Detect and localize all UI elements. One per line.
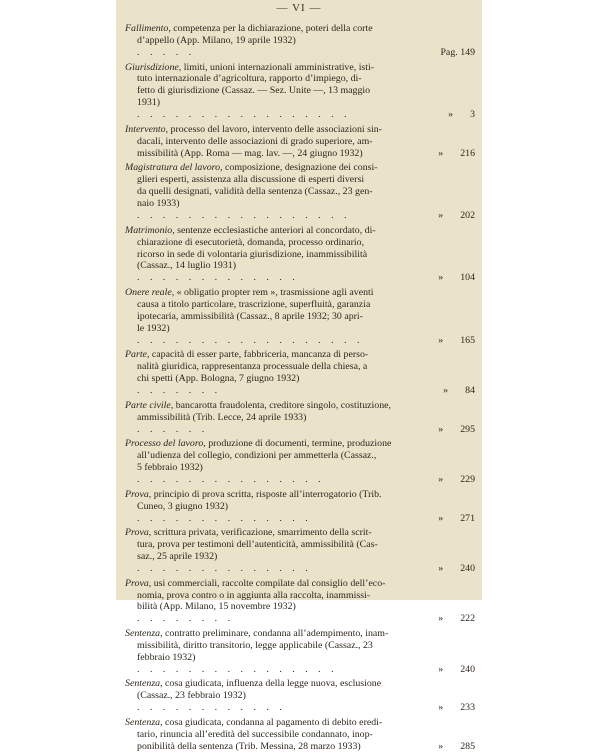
entry-line [125, 311, 433, 323]
entry-subject: Sentenza [125, 628, 161, 640]
entry-line [125, 23, 433, 35]
page-ref-prefix: » [448, 109, 453, 121]
index-entry [125, 527, 475, 575]
page-ref-number: 216 [460, 147, 475, 159]
page-ref-number: 271 [460, 512, 475, 524]
page-ref-number: 202 [460, 209, 475, 221]
page-ref-number: 240 [460, 663, 475, 675]
entry-page-ref [425, 335, 475, 347]
entry-page-ref [425, 385, 475, 397]
entry-text: ipotecaria, ammissibilità (Cassaz., 8 aprile 1932; 30 apri- [137, 310, 363, 322]
page-ref-prefix: » [438, 702, 444, 714]
entry-line [125, 652, 433, 664]
entry-page-ref [425, 424, 475, 436]
page-ref-prefix: » [438, 423, 444, 435]
entry-line [125, 400, 433, 412]
entry-line [125, 299, 433, 311]
entry-line [125, 628, 433, 640]
entry-text: , composizione, designazione dei consi- [220, 162, 378, 174]
entry-line [125, 335, 433, 347]
entry-line [125, 424, 433, 436]
page-ref-prefix: » [438, 272, 444, 284]
entry-text: (Cassaz., 23 febbraio 1932) [137, 690, 246, 702]
entry-text: 5 febbraio 1932) [137, 462, 203, 474]
entry-text: . . . . . . . . . . . . . . . . . [137, 209, 351, 221]
entry-text: . . . . . . . . . . . . . . . . . [137, 109, 351, 121]
entry-text: , contratto preliminare, condanna all’adempimento, inam- [160, 628, 389, 640]
entry-line [125, 489, 433, 501]
entry-subject: Intervento [125, 123, 166, 135]
entry-line [125, 741, 433, 753]
index-entry [125, 23, 475, 59]
entry-line [125, 501, 433, 513]
entry-text: , cosa giudicata, influenza della legge nuova, esclusione [160, 678, 382, 690]
entry-line [125, 124, 433, 136]
entry-text: febbraio 1932) [137, 651, 196, 663]
entry-text: causa a titolo particolare, trascrizione, superfluità, garanzia [137, 298, 371, 310]
entry-text: fetto di giurisdizione (Cassaz. — Sez. Unite —, 13 maggio [137, 85, 371, 97]
entry-page-ref [425, 210, 475, 222]
entry-line [125, 73, 433, 85]
entry-page-ref [425, 741, 475, 753]
entry-text: , scrittura privata, verificazione, smarrimento della scrit- [148, 527, 372, 539]
entry-line [125, 640, 433, 652]
entry-text: . . . . . . . . [137, 613, 235, 625]
entry-line [125, 729, 433, 741]
entry-subject: Parte civile [125, 399, 171, 411]
index-entry [125, 578, 475, 626]
page-ref-prefix: » [438, 474, 444, 485]
entry-text: , produzione di documenti, termine, produzione [203, 438, 392, 450]
entry-line [125, 590, 433, 602]
entry-subject: Giurisdizione [125, 61, 179, 73]
page-ref-prefix: Pag. [440, 46, 458, 58]
entry-page-ref [425, 109, 475, 121]
entry-line [125, 210, 433, 222]
entry-subject: Fallimento [125, 23, 169, 34]
entry-line [125, 62, 433, 74]
entry-text: nomia, prova contro o in aggiunta alla raccolta, inammissi- [137, 589, 371, 601]
entry-line [125, 97, 433, 109]
entry-line [125, 260, 433, 272]
entry-text: chiarazione di esecutorietà, domanda, processo ordinario, [137, 236, 365, 248]
entry-text: , limiti, unioni internazionali amministrative, isti- [178, 61, 375, 73]
entry-line [125, 462, 433, 474]
entry-page-ref [425, 272, 475, 284]
entry-line [125, 249, 433, 261]
entry-line [125, 450, 433, 462]
entry-text: dacali, intervento delle associazioni di grado superiore, am- [137, 135, 373, 147]
page-ref-number: 84 [465, 385, 475, 397]
index-entry [125, 438, 475, 486]
page-ref-prefix: » [438, 613, 444, 625]
entry-text: tura, prova per testimoni dell’autenticità, ammissibilità (Cas- [137, 539, 378, 551]
page-ref-number: 233 [460, 702, 475, 714]
entry-line [125, 601, 433, 613]
index-entry [125, 162, 475, 222]
entry-line [125, 613, 433, 625]
page-number-header: — VI — [276, 2, 322, 14]
index-entries [125, 23, 475, 756]
entry-text: all’udienza del collegio, condizioni per ammetterla (Cassaz., [137, 450, 377, 462]
index-entry [125, 678, 475, 714]
entry-subject: Processo del lavoro [125, 438, 204, 450]
entry-subject: Prova [125, 488, 149, 500]
entry-text: . . . . . . . . . . . . . . [137, 562, 312, 574]
entry-text: . . . . . . . . . . . . . . . [137, 474, 325, 485]
entry-line [125, 237, 433, 249]
book-page [116, 0, 482, 752]
entry-subject: Parte [125, 349, 147, 361]
page-ref-prefix: » [443, 385, 449, 397]
entry-text: 1931) [137, 97, 161, 109]
entry-text: saz., 25 aprile 1932) [137, 551, 218, 563]
entry-line [125, 287, 433, 299]
index-entry [125, 349, 475, 397]
entry-text: le 1932) [137, 322, 170, 334]
page-ref-number: 165 [460, 334, 475, 346]
entry-page-ref [425, 563, 475, 575]
entry-text: bilità (App. Milano, 15 novembre 1932) [137, 601, 296, 613]
entry-text: tuto internazionale d’agricoltura, rapporto d’impiego, di- [137, 73, 362, 85]
entry-line [125, 373, 433, 385]
entry-line [125, 174, 433, 186]
entry-text: , competenza per la dichiarazione, poteri della corte [168, 23, 373, 34]
page-ref-number: 149 [460, 46, 475, 58]
entry-text: . . . . . . . . . . . . . . . . [137, 663, 338, 675]
entry-text: Cuneo, 3 giugno 1932) [137, 500, 229, 512]
entry-line [125, 198, 433, 210]
entry-subject: Sentenza [125, 678, 161, 690]
entry-subject: Sentenza [125, 717, 161, 728]
entry-line [125, 109, 433, 121]
page-ref-prefix: » [438, 663, 444, 675]
entry-line [125, 690, 433, 702]
page-ref-number: 285 [460, 740, 475, 752]
index-entry [125, 62, 475, 122]
entry-subject: Onere reale [125, 287, 172, 299]
entry-line [125, 412, 433, 424]
index-entry [125, 225, 475, 285]
entry-text: , usi commerciali, raccolte compilate dal consiglio dell’eco- [148, 577, 386, 589]
entry-text: , bancarotta fraudolenta, creditore singolo, costituzione, [170, 399, 391, 411]
entry-text: ponibilità della sentenza (Trib. Messina, 28 marzo 1933) [137, 740, 361, 752]
entry-subject: Prova [125, 577, 149, 589]
entry-line [125, 527, 433, 539]
entry-page-ref [425, 664, 475, 676]
entry-text: tario, rinuncia all’eredità del successibile condannato, inop- [137, 728, 373, 740]
entry-text: . . . . . . . . . . . . . [137, 272, 299, 284]
page-ref-number: 240 [460, 562, 475, 574]
entry-line [125, 47, 433, 59]
entry-page-ref [425, 613, 475, 625]
index-entry [125, 400, 475, 436]
entry-line [125, 563, 433, 575]
entry-text: (Cassaz., 14 luglio 1931) [137, 260, 237, 272]
entry-line [125, 474, 433, 486]
entry-text: . . . . . . . [137, 385, 222, 397]
entry-text: . . . . . . . . . . . . [137, 702, 286, 714]
page-ref-number: 222 [460, 613, 475, 625]
page-ref-prefix: » [438, 209, 444, 221]
entry-line [125, 551, 433, 563]
entry-line [125, 162, 433, 174]
entry-text: . . . . . . . . . . . . . . . . . . [137, 334, 364, 346]
entry-text: , capacità di esser parte, fabbriceria, mancanza di perso- [146, 349, 369, 361]
page-ref-prefix: » [438, 147, 444, 159]
page-ref-prefix: » [438, 740, 444, 752]
entry-text: nalità giuridica, rappresentanza processuale della chiesa, a [137, 361, 368, 373]
entry-text: , cosa giudicata, condanna al pagamento di debito eredi- [160, 717, 383, 728]
entry-page-ref [425, 702, 475, 714]
entry-line [125, 136, 433, 148]
page-ref-number: 229 [460, 474, 475, 485]
entry-line [125, 349, 433, 361]
entry-text: , sentenze ecclesiastiche anteriori al concordato, di- [172, 224, 376, 236]
entry-text: , principio di prova scritta, risposte all’interrogatorio (Trib. [148, 488, 382, 500]
entry-subject: Matrimonio [125, 224, 173, 236]
entry-text: ammissibilità (Trib. Lecce, 24 aprile 1933) [137, 411, 307, 423]
entry-text: . . . . . [137, 46, 196, 58]
index-entry [125, 489, 475, 525]
page-ref-number: 104 [460, 272, 475, 284]
entry-line [125, 148, 433, 160]
entry-text: . . . . . . . . . . . . . . [137, 512, 312, 524]
entry-text: missibilità, diritto transitorio, legge applicabile (Cassaz., 23 [137, 639, 373, 651]
entry-line [125, 272, 433, 284]
entry-subject: Prova [125, 527, 149, 539]
entry-line [125, 578, 433, 590]
entry-line [125, 664, 433, 676]
entry-text: da quelli designati, validità della sentenza (Cassaz., 23 gen- [137, 186, 373, 198]
page-ref-number: 3 [470, 109, 475, 121]
entry-text: , processo del lavoro, intervento delle associazioni sin- [165, 123, 382, 135]
entry-text: , « obligatio propter rem », trasmissione agli aventi [171, 287, 374, 299]
entry-line [125, 186, 433, 198]
index-entry [125, 717, 475, 753]
page-ref-number: 295 [460, 423, 475, 435]
index-entry [125, 124, 475, 160]
entry-text: d’appello (App. Milano, 19 aprile 1932) [137, 34, 296, 46]
entry-line [125, 513, 433, 525]
entry-line [125, 539, 433, 551]
entry-subject: Magistratura del lavoro [125, 162, 221, 174]
entry-page-ref [425, 474, 475, 486]
entry-page-ref [425, 148, 475, 160]
entry-page-ref [425, 47, 475, 59]
entry-text: missibilità (App. Roma — mag. lav. —, 24 giugno 1932) [137, 147, 363, 159]
entry-line [125, 225, 433, 237]
entry-page-ref [425, 513, 475, 525]
entry-line [125, 361, 433, 373]
page-ref-prefix: » [438, 512, 444, 524]
entry-line [125, 35, 433, 47]
entry-line [125, 717, 433, 729]
entry-text: glieri esperti, assistenza alla discussione di esperti diversi [137, 174, 365, 186]
entry-line [125, 678, 433, 690]
entry-text: . . . . . . [137, 423, 209, 435]
page-ref-prefix: » [438, 562, 444, 574]
entry-line [125, 702, 433, 714]
index-entry [125, 628, 475, 676]
entry-line [125, 85, 433, 97]
entry-text: naio 1933) [137, 198, 180, 210]
page-ref-prefix: » [438, 334, 444, 346]
entry-text: ricorso in sede di volontaria giurisdizione, inammissibilità [137, 248, 368, 260]
entry-line [125, 438, 433, 450]
index-entry [125, 287, 475, 347]
entry-line [125, 323, 433, 335]
entry-text: chi spetti (App. Bologna, 7 giugno 1932) [137, 373, 300, 385]
entry-line [125, 385, 433, 397]
